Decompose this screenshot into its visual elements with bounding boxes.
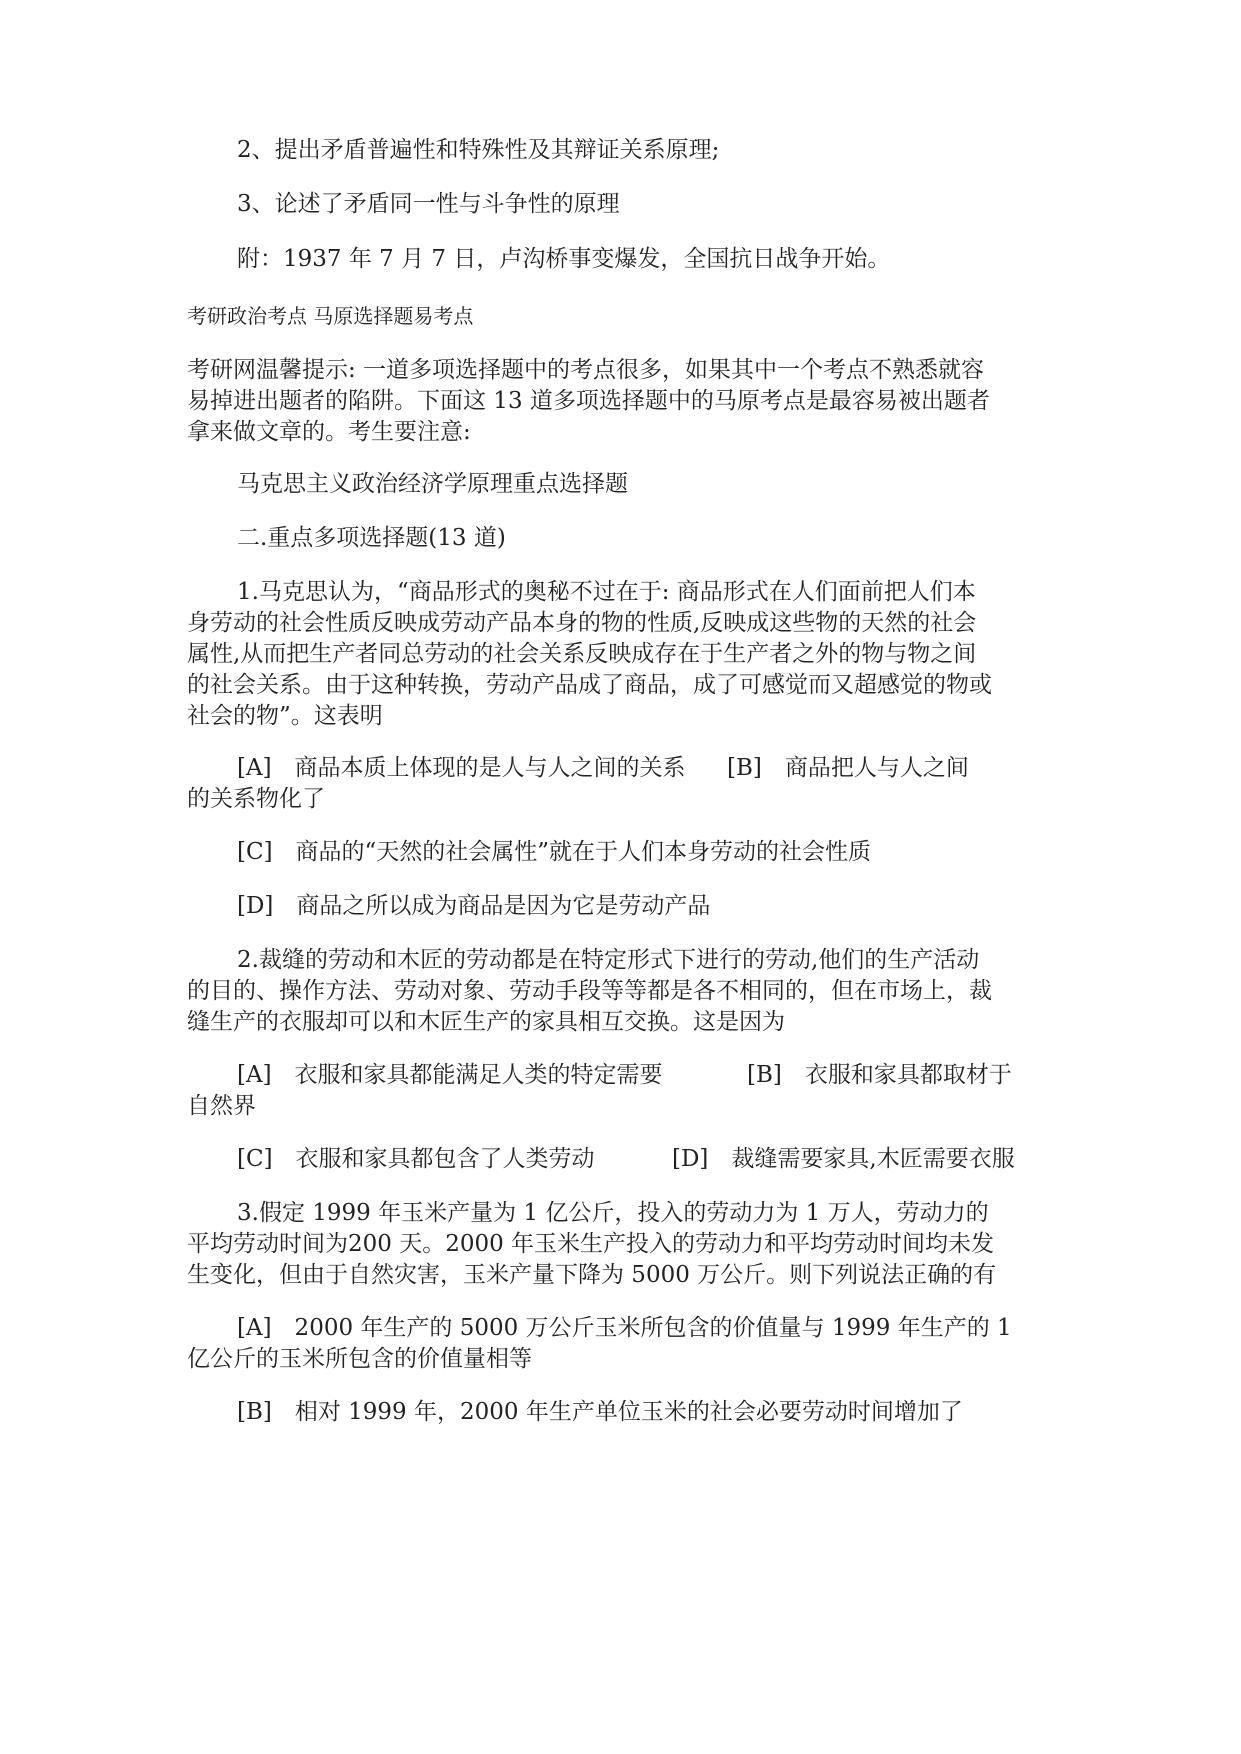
q1-stem-line-3: 属性,从而把生产者同总劳动的社会关系反映成存在于生产者之外的物与物之间: [187, 641, 977, 667]
q2-option-d: [D] 裁缝需要家具,木匠需要衣服: [672, 1146, 1015, 1172]
intro-line-2: 易掉进出题者的陷阱。下面这 13 道多项选择题中的马原考点是最容易被出题者: [187, 388, 990, 414]
appendix-line: 附：1937 年 7 月 7 日，卢沟桥事变爆发，全国抗日战争开始。: [237, 246, 891, 272]
q1-option-d: [D] 商品之所以成为商品是因为它是劳动产品: [237, 893, 711, 919]
q3-stem-line-1: 3.假定 1999 年玉米产量为 1 亿公斤，投入的劳动力为 1 万人，劳动力的: [237, 1200, 989, 1226]
q1-option-b-continued: 的关系物化了: [187, 786, 325, 812]
q3-option-a: [A] 2000 年生产的 5000 万公斤玉米所包含的价值量与 1999 年生产的 1: [237, 1315, 1012, 1341]
q2-option-row-cd: [187, 1143, 1117, 1176]
q1-stem-line-1: 1.马克思认为，“商品形式的奥秘不过在于: 商品形式在人们面前把人们本: [237, 579, 976, 605]
q3-option-a-continued: 亿公斤的玉米所包含的价值量相等: [187, 1346, 532, 1372]
q2-option-c: [C] 衣服和家具都包含了人类劳动: [237, 1146, 595, 1172]
q2-stem-line-3: 缝生产的衣服却可以和木匠生产的家具相互交换。这是因为: [187, 1009, 785, 1035]
item-2: 2、提出矛盾普遍性和特殊性及其辩证关系原理;: [237, 137, 720, 163]
q1-option-row-ab: [187, 752, 1117, 785]
subsection-title: 二.重点多项选择题(13 道): [237, 525, 506, 551]
q1-option-b: [B] 商品把人与人之间: [727, 755, 969, 781]
q2-option-b: [B] 衣服和家具都取材于: [747, 1062, 1012, 1088]
q1-stem-line-2: 身劳动的社会性质反映成劳动产品本身的物的性质,反映成这些物的天然的社会: [187, 610, 977, 636]
intro-line-1: 考研网温馨提示: 一道多项选择题中的考点很多，如果其中一个考点不熟悉就容: [187, 357, 985, 383]
section-title: 马克思主义政治经济学原理重点选择题: [237, 471, 628, 497]
q2-stem-line-1: 2.裁缝的劳动和木匠的劳动都是在特定形式下进行的劳动,他们的生产活动: [237, 947, 980, 973]
q3-stem-line-2: 平均劳动时间为200 天。2000 年玉米生产投入的劳动力和平均劳动时间均未发: [187, 1231, 995, 1257]
q2-stem-line-2: 的目的、操作方法、劳动对象、劳动手段等等都是各不相同的，但在市场上，裁: [187, 978, 992, 1004]
q2-option-b-continued: 自然界: [187, 1093, 256, 1119]
q3-option-b: [B] 相对 1999 年，2000 年生产单位玉米的社会必要劳动时间增加了: [237, 1399, 963, 1425]
q3-stem-line-3: 生变化，但由于自然灾害，玉米产量下降为 5000 万公斤。则下列说法正确的有: [187, 1262, 997, 1288]
q1-stem-line-5: 社会的物”。这表明: [187, 703, 383, 729]
article-title: 考研政治考点 马原选择题易考点: [187, 304, 474, 328]
intro-line-3: 拿来做文章的。考生要注意:: [187, 419, 471, 445]
q1-option-a: [A] 商品本质上体现的是人与人之间的关系: [237, 755, 686, 781]
q1-option-c: [C] 商品的“天然的社会属性”就在于人们本身劳动的社会性质: [237, 839, 872, 865]
q2-option-a: [A] 衣服和家具都能满足人类的特定需要: [237, 1062, 663, 1088]
q2-option-row-ab: [187, 1059, 1117, 1092]
q1-stem-line-4: 的社会关系。由于这种转换，劳动产品成了商品，成了可感觉而又超感觉的物或: [187, 672, 992, 698]
item-3: 3、论述了矛盾同一性与斗争性的原理: [237, 191, 620, 217]
